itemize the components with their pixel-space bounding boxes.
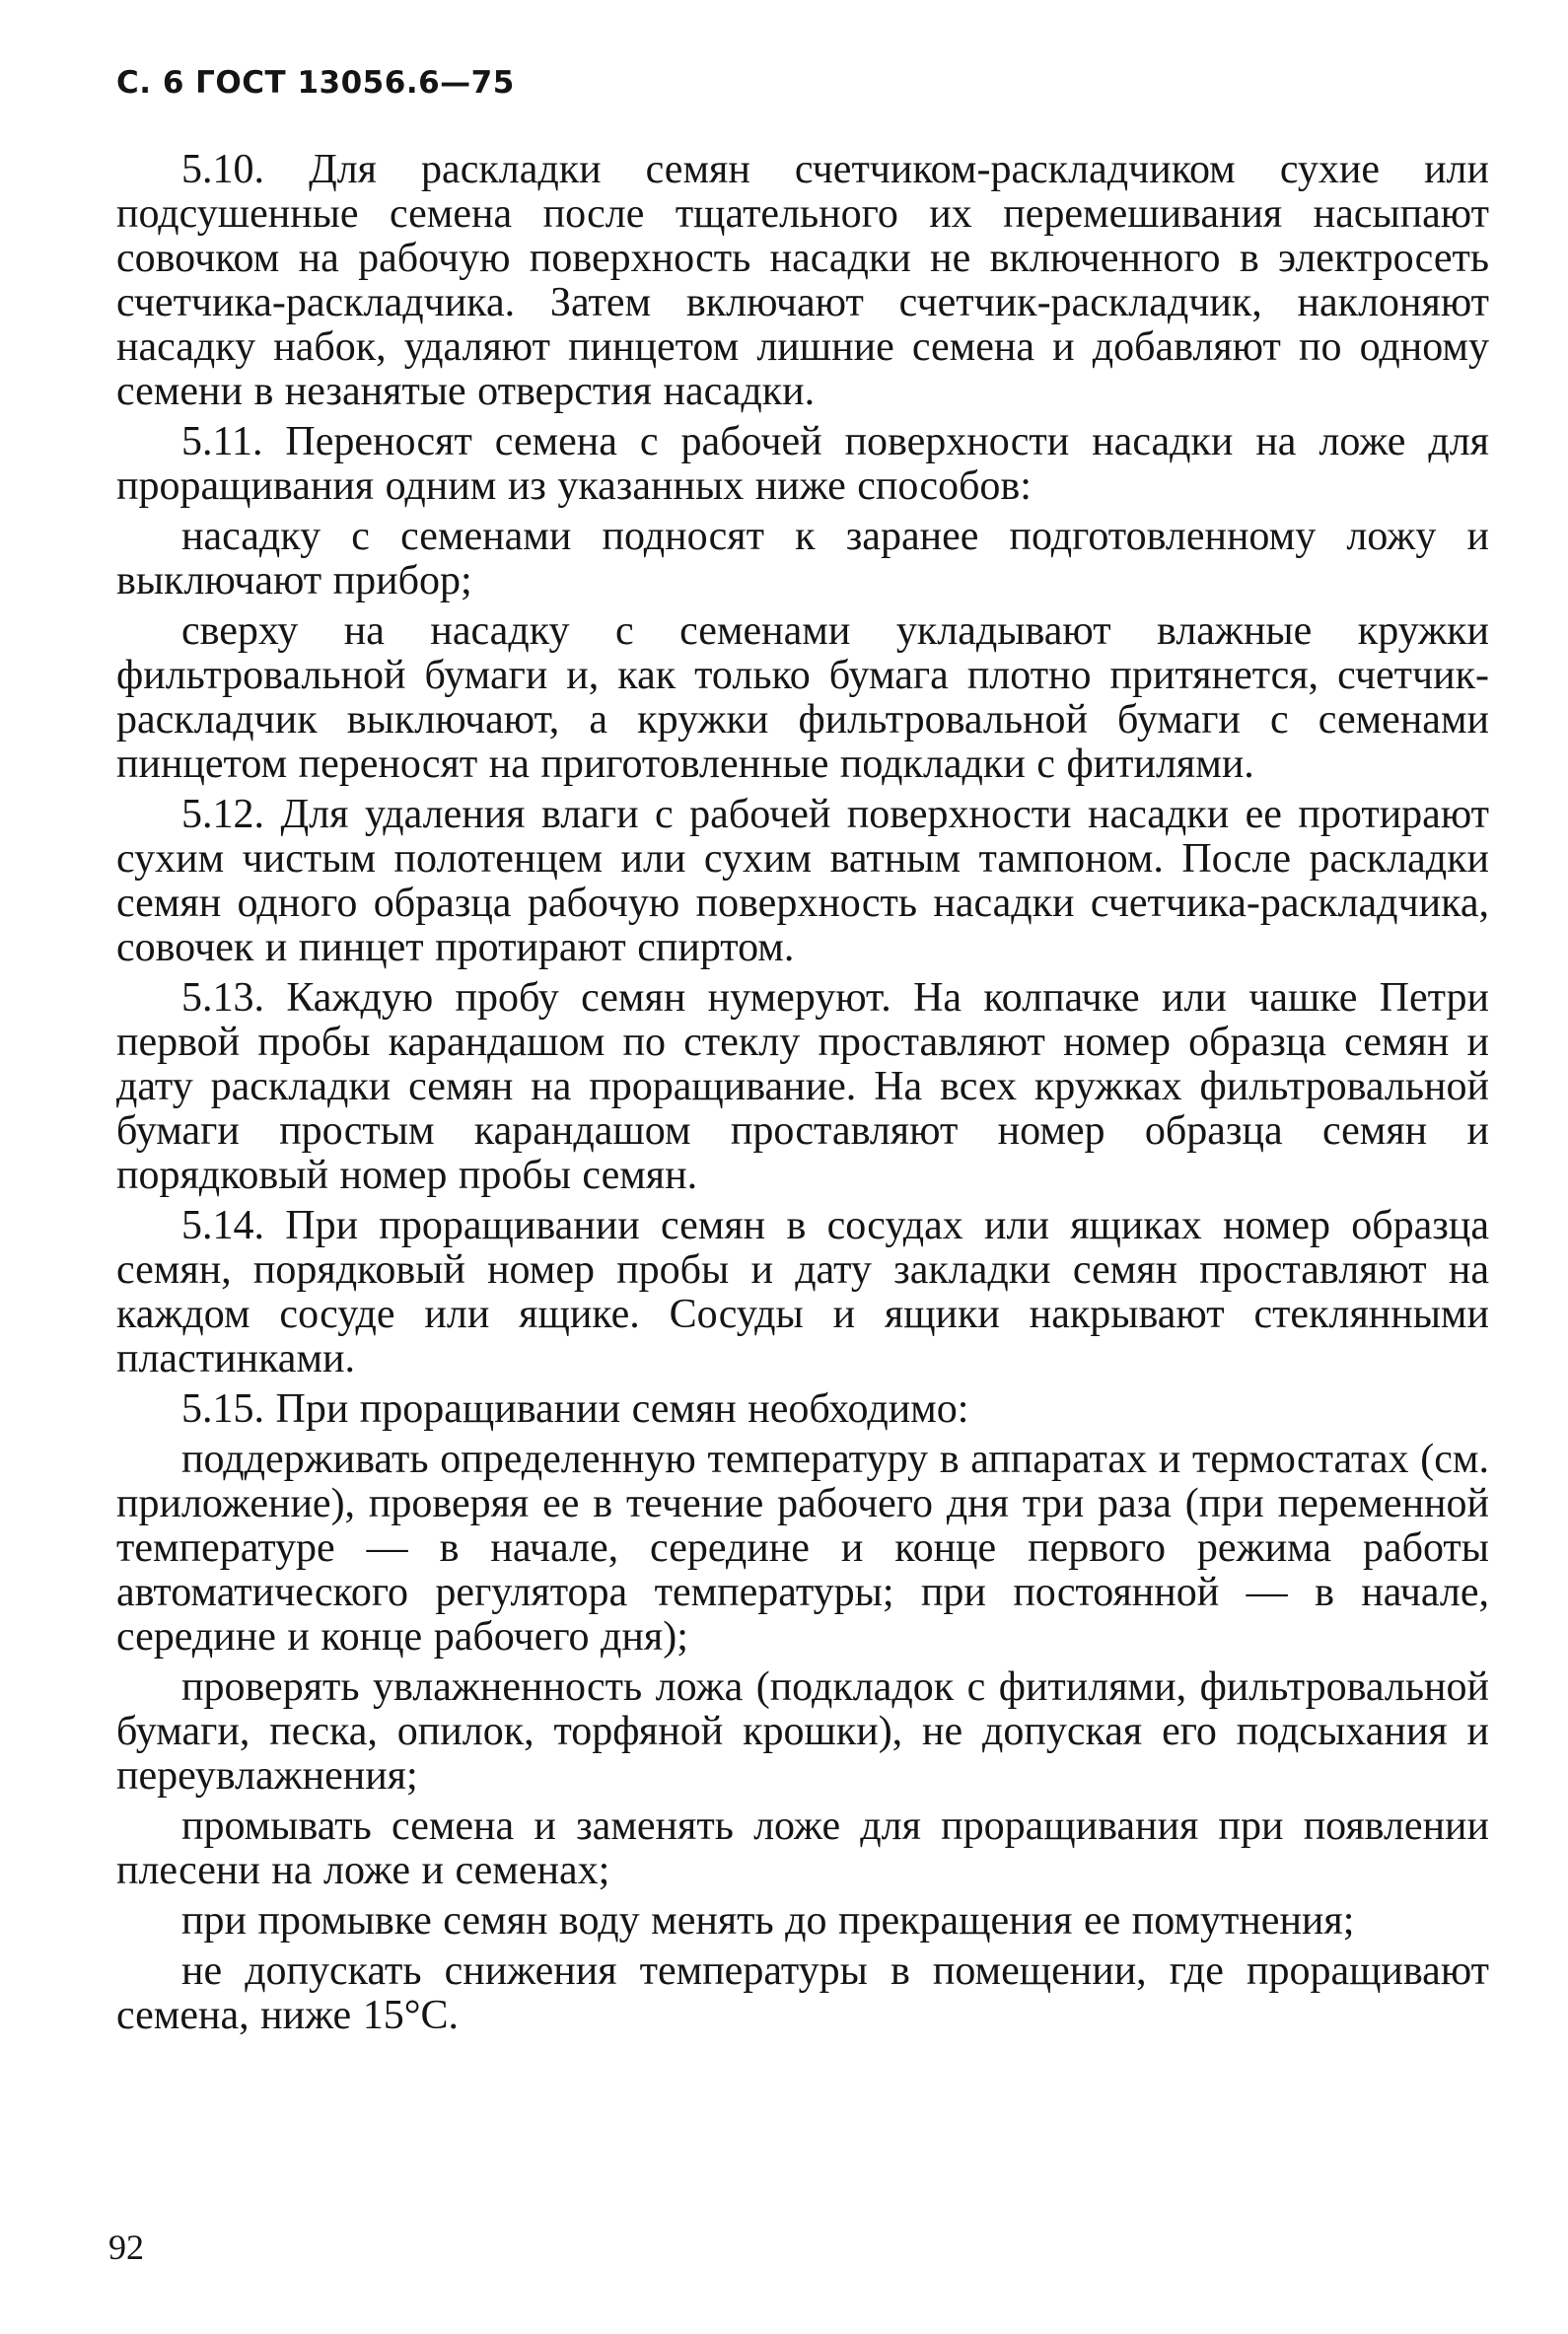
running-header: С. 6 ГОСТ 13056.6—75: [116, 65, 515, 101]
page-number: 92: [108, 2228, 144, 2267]
paragraph-5-14: 5.14. При проращивании семян в сосудах или ящиках номер образца семян, порядковый номер пробы и дату закладки семян проставляют на каждом сосуде или ящике. Сосуды и ящики накрывают стеклянными пластинками.: [116, 1203, 1489, 1381]
paragraph-5-15-item-washing: при промывке семян воду менять до прекращения ее помутнения;: [181, 1898, 1355, 1944]
paragraph-5-15-item-temperature: поддерживать определенную температуру в аппаратах и термостатах (см. приложение), проверяя ее в течение рабочего дня три раза (при переменной температуре — в начале, середине и конце первого режима работы автоматического регулятора температуры; при постоянной — в начале, середине и конце рабочего дня);: [116, 1437, 1489, 1660]
document-body: [116, 148, 1489, 2044]
paragraph-5-15-item-room-temperature: не допускать снижения температуры в помещении, где проращивают семена, ниже 15°С.: [116, 1948, 1489, 2038]
paragraph-5-13: 5.13. Каждую пробу семян нумеруют. На колпачке или чашке Петри первой пробы карандашом по стеклу проставляют номер образца семян и дату раскладки семян на проращивание. На всех кружках фильтровальной бумаги простым карандашом проставляют номер образца семян и порядковый номер пробы семян.: [116, 975, 1489, 1198]
paragraph-5-15-item-mold: промывать семена и заменять ложе для проращивания при появлении плесени на ложе и семенах;: [116, 1804, 1489, 1893]
paragraph-5-15: 5.15. При проращивании семян необходимо:: [181, 1386, 969, 1432]
paragraph-5-12: 5.12. Для удаления влаги с рабочей поверхности насадки ее протирают сухим чистым полотенцем или сухим ватным тампоном. После раскладки семян одного образца рабочую поверхность насадки счетчика-раскладчика, совочек и пинцет протирают спиртом.: [116, 792, 1489, 970]
paragraph-5-15-item-moisture: проверять увлажненность ложа (подкладок с фитилями, фильтровальной бумаги, песка, опилок, торфяной крошки), не допуская его подсыхания и переувлажнения;: [116, 1664, 1489, 1799]
paragraph-5-10: 5.10. Для раскладки семян счетчиком-раскладчиком сухие или подсушенные семена после тщательного их перемешивания насыпают совочком на рабочую поверхность насадки не включенного в электросеть счетчика-раскладчика. Затем включают счетчик-раскладчик, наклоняют насадку набок, удаляют пинцетом лишние семена и добавляют по одному семени в незанятые отверстия насадки.: [116, 147, 1489, 414]
paragraph-5-11-method-2: сверху на насадку с семенами укладывают влажные кружки фильтровальной бумаги и, как только бумага плотно притянется, счетчик-раскладчик выключают, а кружки фильтровальной бумаги с семенами пинцетом переносят на приготовленные подкладки с фитилями.: [116, 608, 1489, 787]
paragraph-5-11: 5.11. Переносят семена с рабочей поверхности насадки на ложе для проращивания одним из указанных ниже способов:: [116, 419, 1489, 509]
paragraph-5-11-method-1: насадку с семенами подносят к заранее подготовленному ложу и выключают прибор;: [116, 514, 1489, 603]
